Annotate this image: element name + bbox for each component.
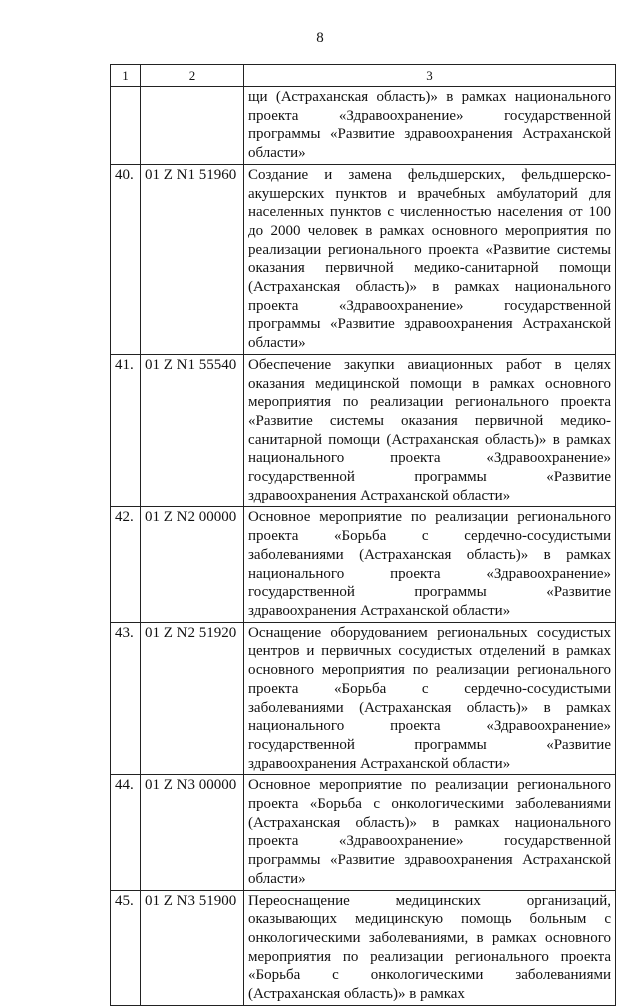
row-description: Обеспечение закупки авиационных работ в целях оказания медицинской помощи в рамках основного мероприятия по реализации регионального проекта «Развитие системы оказания первичной медико-санитарной помощи (Астраханская область)» в рамках национального проекта «Здравоохранение» государственной программы «Развитие здравоохранения Астраханской области» [244,354,616,507]
row-number: 45. [111,890,141,1005]
table-row [111,87,616,165]
table-row [111,354,616,507]
row-description: Создание и замена фельдшерских, фельдшерско-акушерских пунктов и врачебных амбулаторий для населенных пунктов с численностью населения от 100 до 2000 человек в рамках основного мероприятия по реализации регионального проекта «Развитие системы оказания первичной медико-санитарной помощи (Астраханская область)» в рамках национального проекта «Здравоохранение» государственной программы «Развитие здравоохранения Астраханской области» [244,164,616,354]
row-code: 01 Z N1 51960 [141,164,244,354]
row-code: 01 Z N2 51920 [141,622,244,775]
row-code [141,87,244,165]
row-number: 44. [111,775,141,890]
table-header-row [111,65,616,87]
table-row [111,622,616,775]
budget-code-table [110,64,616,1006]
row-number: 40. [111,164,141,354]
table-row [111,164,616,354]
row-number: 41. [111,354,141,507]
row-description: щи (Астраханская область)» в рамках национального проекта «Здравоохранение» государственной программы «Развитие здравоохранения Астраханской области» [244,87,616,165]
column-header-code: 2 [141,65,244,87]
page-number: 8 [316,30,324,46]
row-description: Оснащение оборудованием региональных сосудистых центров и первичных сосудистых отделений в рамках основного мероприятия по реализации регионального проекта «Борьба с сердечно-сосудистыми заболеваниями (Астраханская область)» в рамках национального проекта «Здравоохранение» государственной программы «Развитие здравоохранения Астраханской области» [244,622,616,775]
row-number: 42. [111,507,141,622]
table-row [111,775,616,890]
row-code: 01 Z N3 00000 [141,775,244,890]
column-header-number: 1 [111,65,141,87]
row-code: 01 Z N2 00000 [141,507,244,622]
row-description: Переоснащение медицинских организаций, оказывающих медицинскую помощь больным с онкологическими заболеваниями, в рамках основного мероприятия по реализации регионального проекта «Борьба с онкологическими заболеваниями (Астраханская область)» в рамках [244,890,616,1005]
row-description: Основное мероприятие по реализации регионального проекта «Борьба с сердечно-сосудистыми заболеваниями (Астраханская область)» в рамках национального проекта «Здравоохранение» государственной программы «Развитие здравоохранения Астраханской области» [244,507,616,622]
row-description: Основное мероприятие по реализации регионального проекта «Борьба с онкологическими заболеваниями (Астраханская область)» в рамках национального проекта «Здравоохранение» государственной программы «Развитие здравоохранения Астраханской области» [244,775,616,890]
table-row [111,890,616,1005]
table-row [111,507,616,622]
row-number [111,87,141,165]
row-code: 01 Z N1 55540 [141,354,244,507]
row-code: 01 Z N3 51900 [141,890,244,1005]
column-header-description: 3 [244,65,616,87]
row-number: 43. [111,622,141,775]
